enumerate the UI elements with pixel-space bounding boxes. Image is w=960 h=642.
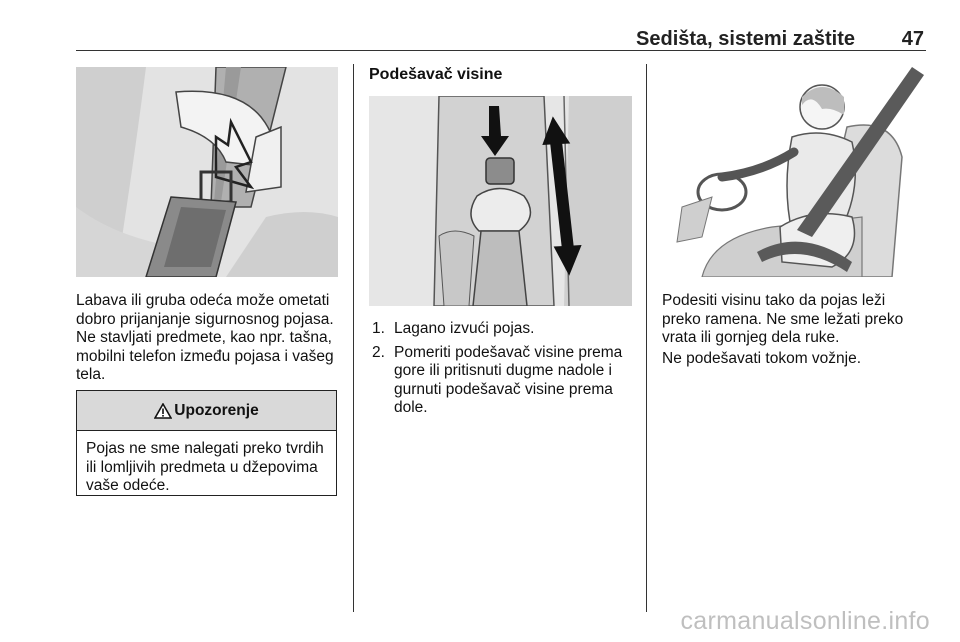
step-text: Pomeriti podešavač visine prema gore ili pritisnuti dugme nadole i gurnuti podešavač visine prema dole.	[394, 343, 623, 416]
warning-triangle-icon	[154, 403, 172, 419]
step-number: 2.	[372, 343, 385, 361]
page-number: 47	[901, 28, 924, 50]
warning-title: Upozorenje	[174, 401, 259, 419]
steps-list	[372, 320, 634, 423]
running-header-title: Sedišta, sistemi zaštite	[636, 28, 855, 50]
list-item	[372, 320, 634, 339]
warning-box	[76, 390, 337, 496]
height-adjuster-illustration	[369, 96, 632, 306]
warning-header	[77, 391, 336, 431]
header-rule	[76, 50, 926, 51]
section-heading: Podešavač visine	[369, 66, 503, 83]
list-item	[372, 344, 634, 418]
watermark: carmanualsonline.info	[680, 607, 930, 635]
pregnant-driver-seatbelt-illustration	[662, 67, 926, 277]
warning-text: Pojas ne sme nalegati preko tvrdih ili lomljivih predmeta u džepovima vaše odeće.	[86, 440, 324, 494]
right-paragraph-1: Podesiti visinu tako da pojas leži preko ramena. Ne sme ležati preko vrata ili gornjeg dela ruke.	[662, 292, 904, 346]
right-paragraph-2: Ne podešavati tokom vožnje.	[662, 350, 862, 367]
left-paragraph: Labava ili gruba odeća može ometati dobro prijanjanje sigurnosnog pojasa. Ne stavljati predmete, kao npr. tašna, mobilni telefon između pojasa i vašeg tela.	[76, 292, 334, 383]
column-divider-right	[646, 64, 647, 612]
column-divider-left	[353, 64, 354, 612]
step-text: Lagano izvući pojas.	[394, 320, 535, 337]
seatbelt-buckle-illustration	[76, 67, 338, 277]
step-number: 1.	[372, 320, 385, 337]
